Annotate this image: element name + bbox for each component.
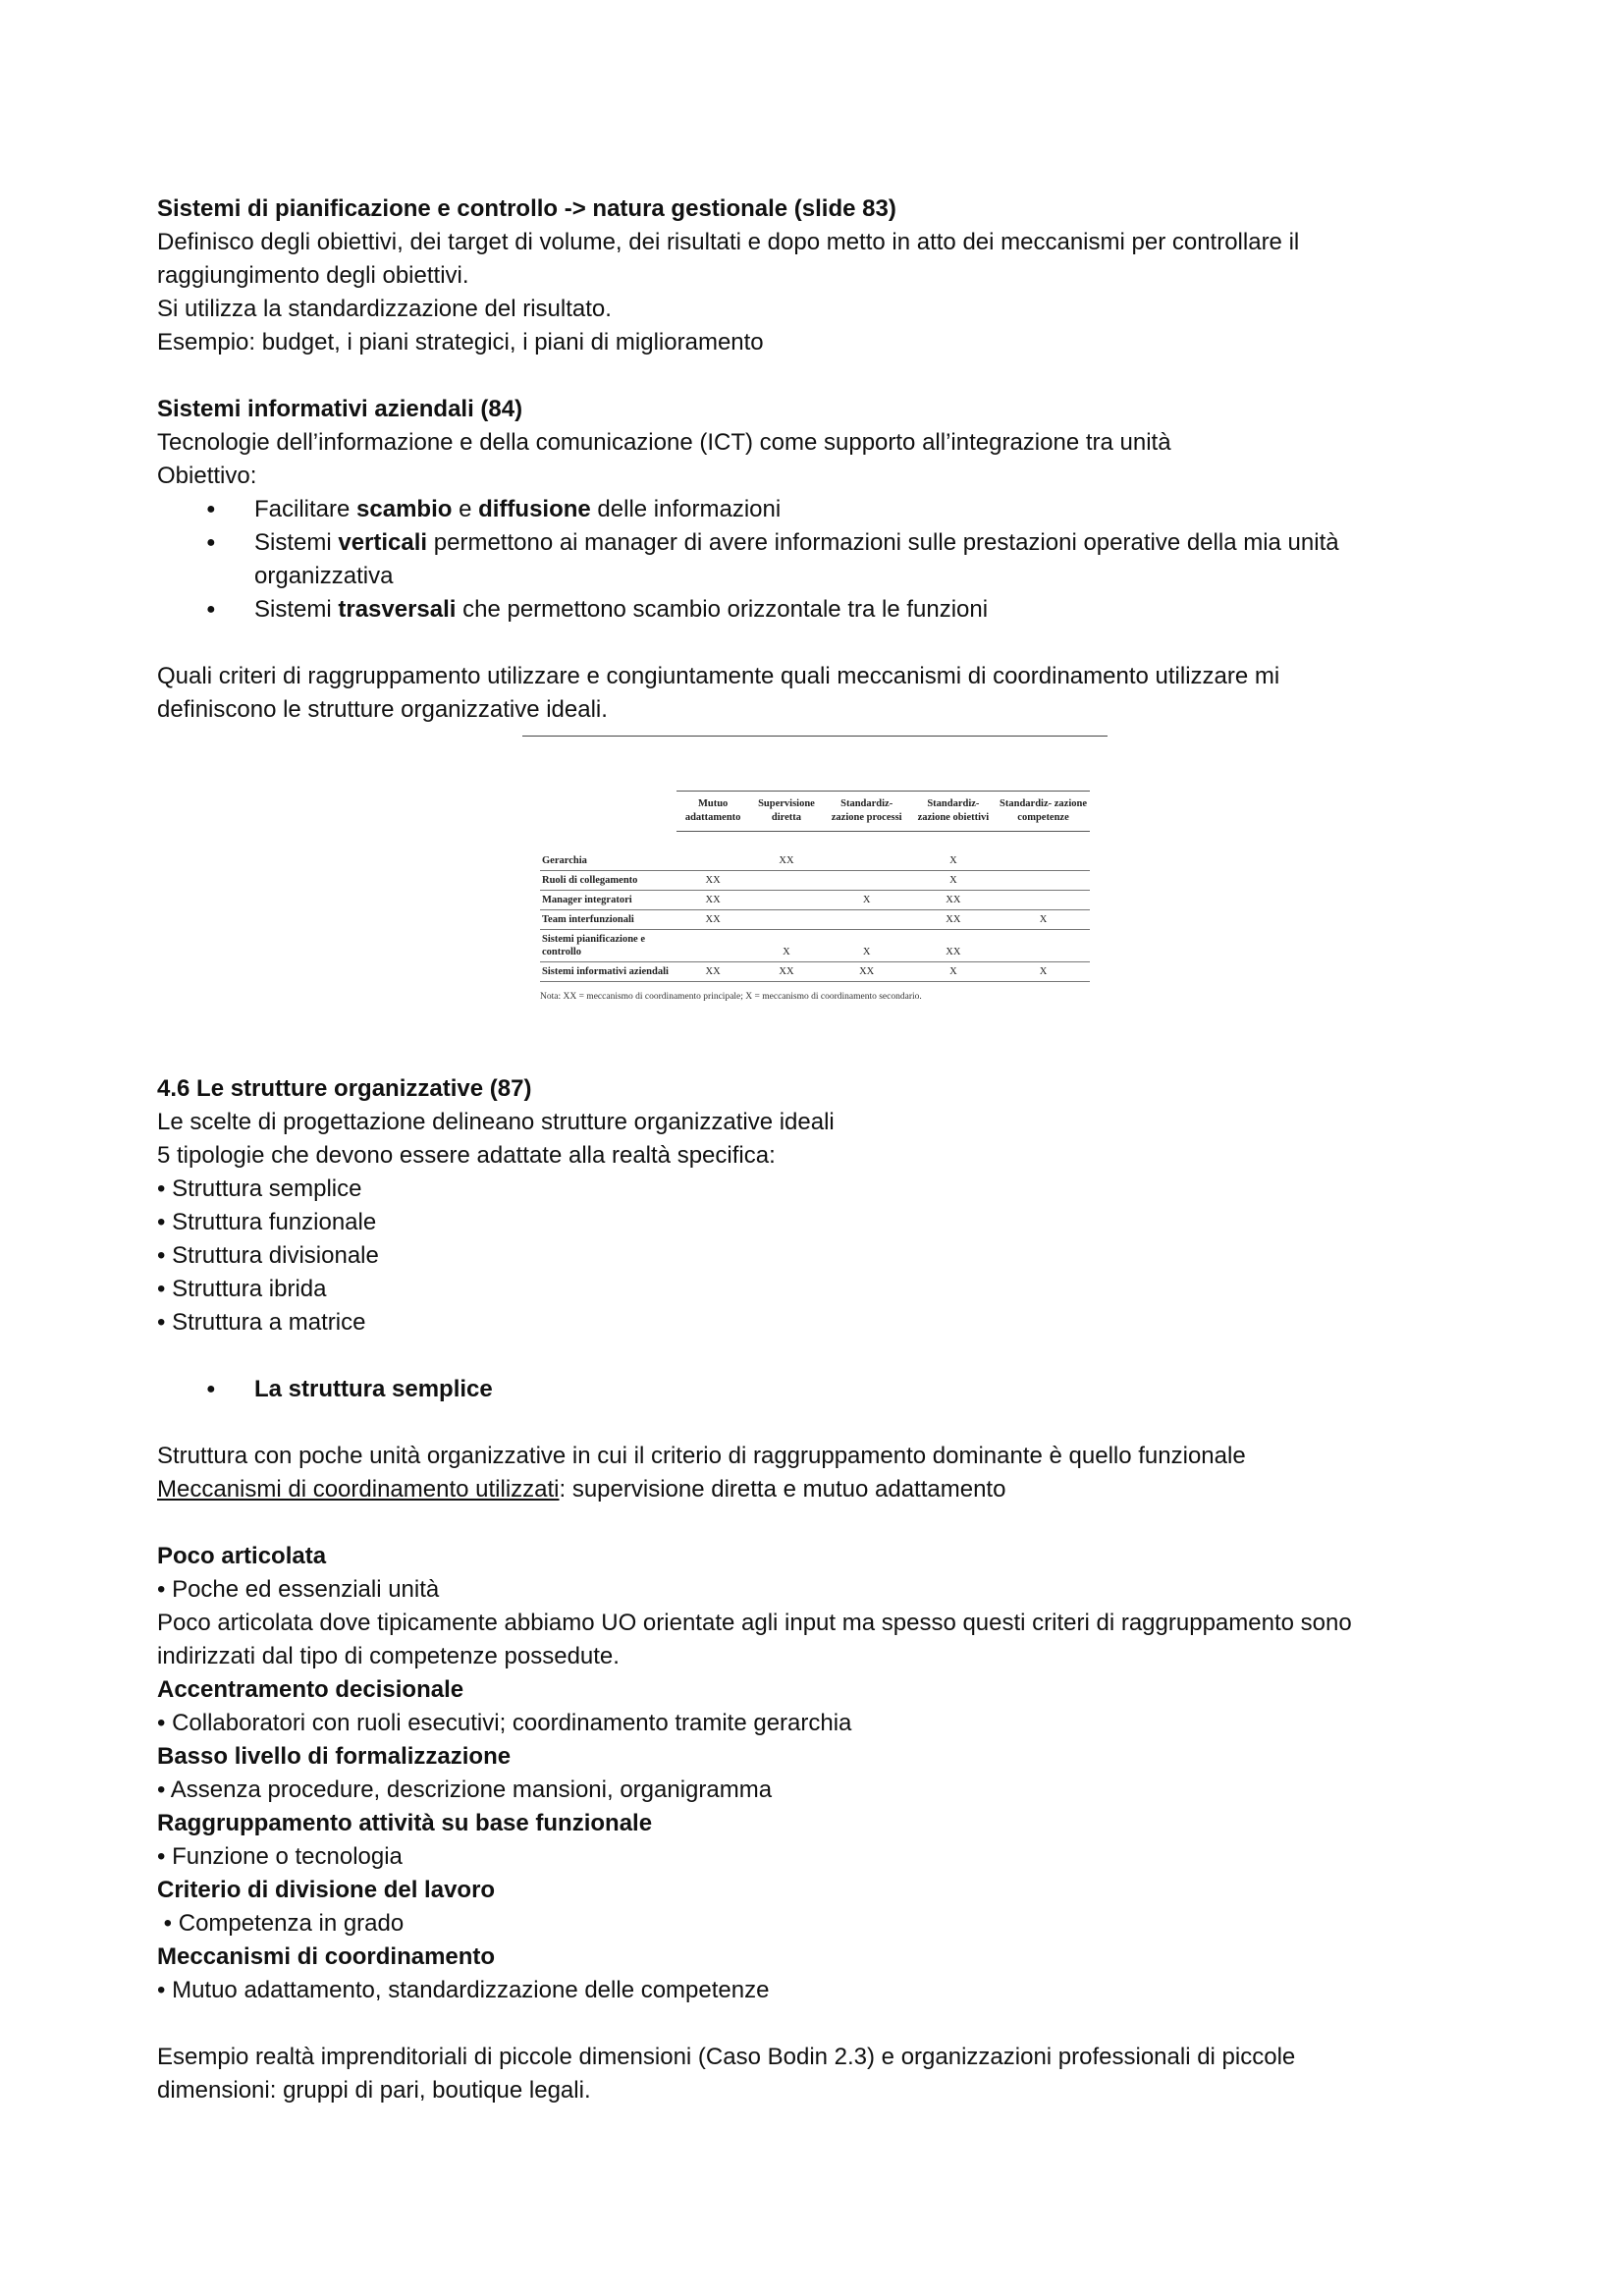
text-line: Si utilizza la standardizzazione del risultato. bbox=[157, 296, 612, 322]
table-cell: X bbox=[910, 851, 997, 871]
section-bullet bbox=[157, 1373, 1473, 1406]
text-line: Definisco degli obiettivi, dei target di volume, dei risultati e dopo metto in atto dei meccanismi per controllare il bbox=[157, 229, 1300, 255]
text-line: Le scelte di progettazione delineano strutture organizzative ideali bbox=[157, 1109, 835, 1135]
table-cell: XX bbox=[910, 930, 997, 962]
text-line: Tecnologie dell’informazione e della comunicazione (ICT) come supporto all’integrazione tra unità bbox=[157, 429, 1171, 456]
subheading: Basso livello di formalizzazione bbox=[157, 1743, 512, 1770]
table-cell: X bbox=[910, 871, 997, 891]
text-line: Poco articolata dove tipicamente abbiamo UO orientate agli input ma spesso questi criteri di raggruppamento sono bbox=[157, 1610, 1352, 1636]
row-label: Sistemi informativi aziendali bbox=[540, 962, 676, 982]
objective-label: Obiettivo: bbox=[157, 463, 257, 489]
table-cell: X bbox=[997, 962, 1090, 982]
subheading: Raggruppamento attività su base funzionale bbox=[157, 1810, 653, 1836]
row-label: Ruoli di collegamento bbox=[540, 871, 676, 891]
text-line: Esempio: budget, i piani strategici, i piani di miglioramento bbox=[157, 329, 764, 355]
table-cell bbox=[997, 891, 1090, 910]
table-row bbox=[540, 871, 1090, 891]
table-cell bbox=[676, 930, 749, 962]
heading-sistemi-informativi: Sistemi informativi aziendali (84) bbox=[157, 396, 523, 422]
table-cell: XX bbox=[676, 910, 749, 930]
table-header: Mutuo adattamento bbox=[676, 792, 749, 832]
list-item: ● Facilitare scambio e diffusione delle informazioni bbox=[157, 493, 1473, 526]
table-cell bbox=[997, 871, 1090, 891]
table-header: Standardiz- zazione obiettivi bbox=[910, 792, 997, 832]
table-row bbox=[540, 891, 1090, 910]
text-line: • Competenza in grado bbox=[157, 1910, 405, 1937]
table-cell: XX bbox=[910, 910, 997, 930]
table-cell: XX bbox=[910, 891, 997, 910]
table-header: Standardiz- zazione competenze bbox=[997, 792, 1090, 832]
table-cell bbox=[749, 910, 823, 930]
document-page bbox=[157, 192, 1473, 2107]
text-line: 5 tipologie che devono essere adattate alla realtà specifica: bbox=[157, 1142, 776, 1169]
table-cell bbox=[824, 910, 910, 930]
subheading: Accentramento decisionale bbox=[157, 1676, 464, 1703]
list-item: • Struttura a matrice bbox=[157, 1309, 366, 1336]
subheading: Meccanismi di coordinamento bbox=[157, 1943, 496, 1970]
table-cell: XX bbox=[749, 962, 823, 982]
list-item: ● Sistemi verticali permettono ai manager di avere informazioni sulle prestazioni operative della mia unità organizzativa bbox=[157, 526, 1473, 593]
list-item: • Struttura ibrida bbox=[157, 1276, 327, 1302]
separator-line bbox=[522, 736, 1108, 737]
table-header-row bbox=[540, 792, 1090, 832]
table-cell bbox=[824, 851, 910, 871]
list-item: • Struttura funzionale bbox=[157, 1209, 377, 1235]
mechanisms-label: Meccanismi di coordinamento utilizzati bbox=[157, 1476, 560, 1503]
mechanisms-value: : supervisione diretta e mutuo adattamento bbox=[559, 1476, 1006, 1503]
table-cell: X bbox=[749, 930, 823, 962]
table-row bbox=[540, 930, 1090, 962]
coordination-table bbox=[540, 791, 1090, 1002]
table-cell: X bbox=[824, 930, 910, 962]
table-row bbox=[540, 910, 1090, 930]
table-cell bbox=[997, 930, 1090, 962]
list-item: • Struttura divisionale bbox=[157, 1242, 379, 1269]
row-label: Sistemi pianificazione e controllo bbox=[540, 930, 676, 962]
table-cell: X bbox=[824, 891, 910, 910]
table-cell: XX bbox=[676, 871, 749, 891]
row-label: Team interfunzionali bbox=[540, 910, 676, 930]
text-line: • Assenza procedure, descrizione mansioni, organigramma bbox=[157, 1777, 773, 1803]
table-row bbox=[540, 962, 1090, 982]
text-line: indirizzati dal tipo di competenze possedute. bbox=[157, 1643, 620, 1669]
subheading: Poco articolata bbox=[157, 1543, 327, 1569]
table-note: Nota: XX = meccanismo di coordinamento principale; X = meccanismo di coordinamento secondario. bbox=[540, 992, 922, 1002]
table-cell: X bbox=[910, 962, 997, 982]
table-cell: XX bbox=[676, 962, 749, 982]
heading-strutture-organizzative: 4.6 Le strutture organizzative (87) bbox=[157, 1075, 532, 1102]
table-cell: XX bbox=[749, 851, 823, 871]
text-line: • Collaboratori con ruoli esecutivi; coordinamento tramite gerarchia bbox=[157, 1710, 852, 1736]
table-cell bbox=[824, 871, 910, 891]
table-row bbox=[540, 851, 1090, 871]
text-line: Esempio realtà imprenditoriali di piccole dimensioni (Caso Bodin 2.3) e organizzazioni professionali di piccole bbox=[157, 2044, 1296, 2070]
row-label: Manager integratori bbox=[540, 891, 676, 910]
table-cell: XX bbox=[676, 891, 749, 910]
text-line: • Funzione o tecnologia bbox=[157, 1843, 403, 1870]
list-item: ● Sistemi trasversali che permettono scambio orizzontale tra le funzioni bbox=[157, 593, 1473, 627]
text-line: Quali criteri di raggruppamento utilizzare e congiuntamente quali meccanismi di coordinamento utilizzare mi bbox=[157, 663, 1280, 689]
list-item: • Struttura semplice bbox=[157, 1175, 362, 1202]
text-line: • Mutuo adattamento, standardizzazione delle competenze bbox=[157, 1977, 770, 2003]
table-cell bbox=[749, 891, 823, 910]
table-header: Standardiz- zazione processi bbox=[824, 792, 910, 832]
table-header: Supervisione diretta bbox=[749, 792, 823, 832]
text-line: dimensioni: gruppi di pari, boutique legali. bbox=[157, 2077, 591, 2104]
objective-list bbox=[157, 493, 1473, 627]
table-cell: XX bbox=[824, 962, 910, 982]
table-cell bbox=[749, 871, 823, 891]
row-label: Gerarchia bbox=[540, 851, 676, 871]
table-cell bbox=[676, 851, 749, 871]
mechanisms-line bbox=[157, 1473, 1473, 1506]
heading-pianificazione: Sistemi di pianificazione e controllo -> natura gestionale (slide 83) bbox=[157, 195, 896, 222]
text-line: raggiungimento degli obiettivi. bbox=[157, 262, 469, 289]
text-line: • Poche ed essenziali unità bbox=[157, 1576, 440, 1603]
subheading: Criterio di divisione del lavoro bbox=[157, 1877, 496, 1903]
table-cell bbox=[997, 851, 1090, 871]
text-line: definiscono le strutture organizzative ideali. bbox=[157, 696, 608, 723]
text-line: Struttura con poche unità organizzative in cui il criterio di raggruppamento dominante è quello funzionale bbox=[157, 1443, 1246, 1469]
table-cell: X bbox=[997, 910, 1090, 930]
heading-struttura-semplice: ● La struttura semplice bbox=[157, 1373, 1473, 1406]
